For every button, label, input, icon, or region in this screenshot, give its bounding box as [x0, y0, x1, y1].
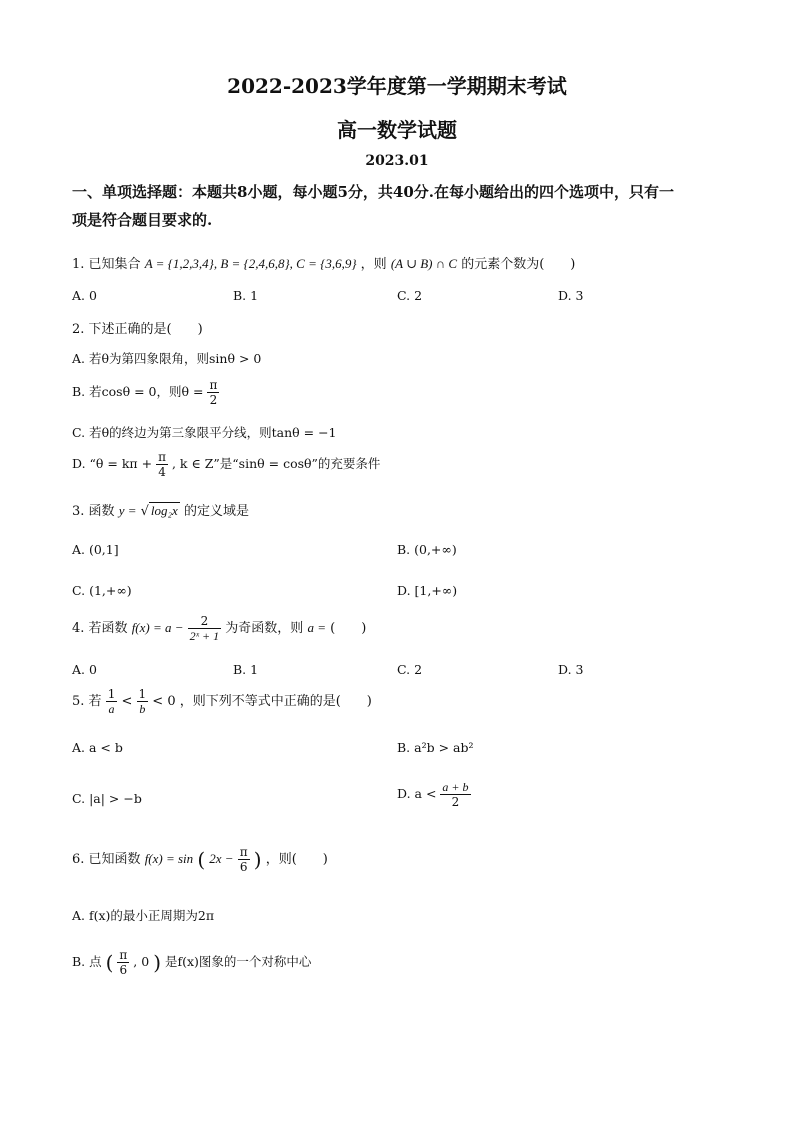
q6-right-paren: ) — [253, 847, 262, 872]
q2-option-d — [72, 450, 380, 479]
q4-option-a: A. 0 — [72, 662, 97, 677]
q6-pre: 6. 已知函数 — [72, 852, 141, 867]
q4-den: 2ˣ + 1 — [189, 629, 220, 643]
q5-option-a: A. a < b — [72, 740, 123, 755]
q3-option-c: C. (1,+∞) — [72, 583, 132, 598]
q3-radicand: log₂x — [150, 503, 178, 518]
q4-pre: 4. 若函数 — [72, 621, 128, 636]
q6-inner: 2x − — [209, 851, 234, 866]
exam-date: 2023.01 — [365, 153, 429, 169]
q1-sets: A = {1,2,3,4}, B = {2,4,6,8}, C = {3,6,9} — [144, 256, 357, 271]
q6-b-pre: B. 点 — [72, 954, 102, 969]
q3-post: 的定义域是 — [183, 504, 249, 519]
q4-num: 2 — [188, 614, 221, 629]
q6-option-b — [72, 948, 311, 977]
q6-post: ，则( ) — [265, 852, 328, 867]
q2-b-den: 2 — [209, 393, 218, 407]
q6-num: π — [239, 845, 248, 859]
q4-mid: 为奇函数，则 — [225, 621, 304, 636]
q2-d-num: π — [158, 450, 166, 464]
q4-option-b: B. 1 — [233, 662, 259, 677]
q5-d2: b — [139, 702, 146, 716]
q2-d-post: , k ∈ Z”是“sinθ = cosθ”的充要条件 — [171, 456, 381, 471]
q6-option-a: A. f(x)的最小正周期为2π — [72, 908, 215, 923]
q6-den: 6 — [239, 860, 248, 874]
q6-fraction — [238, 845, 250, 874]
q1-option-a: A. 0 — [72, 288, 97, 303]
q2-d-pre: D. “θ = kπ + — [72, 456, 153, 471]
q3-sqrt-sign: √ — [140, 504, 149, 519]
q2-option-c: C. 若θ的终边为第三象限平分线，则tanθ = −1 — [72, 425, 337, 440]
q2-option-b — [72, 378, 219, 407]
q3-pre: 3. 函数 — [72, 504, 115, 519]
question-6 — [72, 845, 328, 874]
section-heading-line2: 项是符合题目要求的. — [72, 211, 213, 229]
q1-option-c: C. 2 — [397, 288, 423, 303]
q5-n1: 1 — [107, 687, 116, 701]
q1-prefix: 1. 已知集合 — [72, 257, 141, 272]
q2-option-a: A. 若θ为第四象限角，则sinθ > 0 — [72, 351, 262, 366]
q4-fx: f(x) = a − — [131, 620, 184, 635]
q6-left-paren: ( — [197, 847, 206, 872]
q5-fraction-1 — [106, 687, 118, 716]
q5-d-num: a + b — [442, 780, 469, 794]
question-2: 2. 下述正确的是( ) — [72, 322, 203, 337]
q2-d-den: 4 — [158, 465, 166, 479]
q3-option-d: D. [1,+∞) — [397, 583, 458, 598]
q4-option-d: D. 3 — [558, 662, 584, 677]
q1-mid: ，则 — [360, 257, 387, 272]
q5-d-pre: D. a < — [397, 786, 437, 801]
q6-fx: f(x) = sin — [144, 851, 194, 866]
section-heading-line1: 一、单项选择题：本题共8小题，每小题5分，共40分.在每小题给出的四个选项中，只有一 — [72, 183, 674, 201]
q3-fn: y = — [118, 503, 137, 518]
question-1 — [72, 253, 575, 272]
q5-option-c: C. |a| > −b — [72, 791, 142, 806]
q5-d1: a — [108, 702, 115, 716]
q5-post: ，则下列不等式中正确的是( ) — [179, 694, 372, 709]
q1-expr: (A ∪ B) ∩ C — [390, 256, 458, 271]
q3-option-a: A. (0,1] — [72, 542, 119, 557]
q1-suffix: 的元素个数为( ) — [461, 257, 576, 272]
question-4 — [72, 614, 366, 643]
exam-title: 2022-2023学年度第一学期期末考试 — [227, 74, 567, 98]
q1-option-d: D. 3 — [558, 288, 584, 303]
q6-b-den: 6 — [119, 963, 128, 977]
q4-ask: a = — [307, 620, 326, 635]
q5-n2: 1 — [138, 687, 147, 701]
question-5 — [72, 687, 372, 716]
q4-option-c: C. 2 — [397, 662, 423, 677]
q2-d-fraction — [156, 450, 168, 479]
q4-post: ( ) — [330, 621, 367, 636]
q6-b-fraction — [117, 948, 129, 977]
q6-b-post: 是f(x)图象的一个对称中心 — [164, 954, 312, 969]
exam-subtitle: 高一数学试题 — [337, 118, 457, 142]
q6-b-left-paren: ( — [105, 950, 114, 975]
q2-b-num: π — [209, 378, 218, 392]
q5-rest: < 0 — [152, 694, 176, 709]
q4-fraction — [188, 614, 221, 643]
q2-b-fraction — [207, 378, 219, 407]
q6-b-mid: , 0 — [133, 954, 150, 969]
q5-d-fraction — [440, 780, 470, 809]
q5-option-b: B. a²b > ab² — [397, 740, 474, 755]
section-heading — [72, 178, 722, 234]
q2-b-text: B. 若cosθ = 0，则θ = — [72, 384, 204, 399]
q5-lt: < — [121, 694, 133, 709]
q3-option-b: B. (0,+∞) — [397, 542, 457, 557]
q1-option-b: B. 1 — [233, 288, 259, 303]
q5-d-den: 2 — [451, 795, 460, 809]
question-3 — [72, 500, 249, 519]
q5-pre: 5. 若 — [72, 694, 102, 709]
q6-b-right-paren: ) — [153, 950, 161, 975]
q6-b-num: π — [119, 948, 128, 962]
q5-fraction-2 — [137, 687, 149, 716]
q5-option-d — [397, 780, 471, 809]
